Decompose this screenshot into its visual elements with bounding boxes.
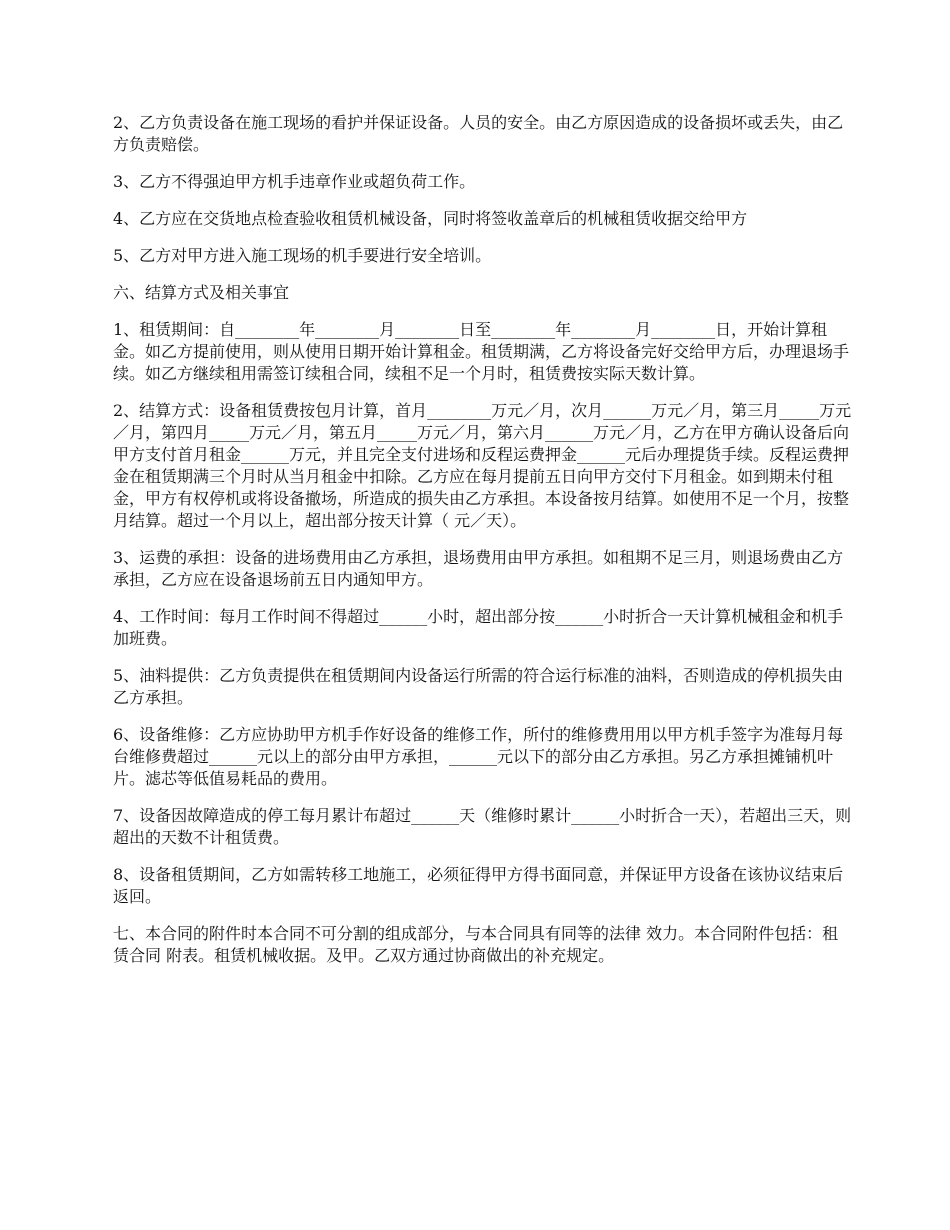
clause-6-5-fuel-supply: 5、油料提供：乙方负责提供在租赁期间内设备运行所需的符合运行标准的油料，否则造成的停机损失由乙方承担。 bbox=[113, 666, 844, 707]
document-page bbox=[113, 112, 853, 982]
clause-5-safety-training: 5、乙方对甲方进入施工现场的机手要进行安全培训。 bbox=[113, 246, 492, 265]
section-7-attachments: 七、本合同的附件时本合同不可分割的组成部分，与本合同具有同等的法律 效力。本合同附件包括：租赁合同 附表。租赁机械收据。及甲。乙双方通过协商做出的补充规定。 bbox=[113, 924, 839, 965]
clause-6-7-downtime: 7、设备因故障造成的停工每月累计布超过______天（维修时累计______小时折合一天），若超出三天，则超出的天数不计租赁费。 bbox=[113, 806, 852, 847]
clause-2-equipment-custody: 2、乙方负责设备在施工现场的看护并保证设备。人员的安全。由乙方原因造成的设备损坏或丢失，由乙方负责赔偿。 bbox=[113, 113, 844, 154]
clause-6-6-maintenance: 6、设备维修：乙方应协助甲方机手作好设备的维修工作，所付的维修费用用以甲方机手签字为准每月每台维修费超过______元以上的部分由甲方承担，______元以下的部分由乙方承担。另乙方承担摊铺机叶片。滤芯等低值易耗品的费用。 bbox=[113, 725, 844, 788]
clause-6-2-settlement-method: 2、结算方式：设备租赁费按包月计算，首月________万元／月，次月______万元／月，第三月_____万元／月，第四月_____万元／月，第五月_____万元／月，第六月______万元／月，乙方在甲方确认设备后向甲方支付首月租金______万元，并且完全支付进场和反程运费押金______元后办理提货手续。反程运费押金在租赁期满三个月时从当月租金中扣除。乙方应在每月提前五日向甲方交付下月租金。如到期未付租金，甲方有权停机或将设备撤场，所造成的损失由乙方承担。本设备按月结算。如使用不足一个月，按整月结算。超过一个月以上，超出部分按天计算（ 元／天）。 bbox=[113, 401, 852, 530]
clause-3-no-forced-operation: 3、乙方不得强迫甲方机手违章作业或超负荷工作。 bbox=[113, 172, 476, 191]
section-6-heading: 六、结算方式及相关事宜 bbox=[113, 283, 290, 302]
clause-6-3-freight: 3、运费的承担：设备的进场费用由乙方承担，退场费用由甲方承担。如租期不足三月，则退场费由乙方承担，乙方应在设备退场前五日内通知甲方。 bbox=[113, 548, 844, 589]
clause-4-delivery-inspection: 4、乙方应在交货地点检查验收租赁机械设备，同时将签收盖章后的机械租赁收据交给甲方 bbox=[113, 209, 748, 228]
clause-6-8-site-transfer: 8、设备租赁期间，乙方如需转移工地施工，必须征得甲方得书面同意，并保证甲方设备在该协议结束后返回。 bbox=[113, 865, 844, 906]
clause-6-1-lease-period: 1、租赁期间：自________年________月________日至________年________月________日，开始计算租金。如乙方提前使用，则从使用日期开始计算租金。租赁期满，乙方将设备完好交给甲方后，办理退场手续。如乙方继续租用需签订续租合同，续租不足一个月时，租赁费按实际天数计算。 bbox=[113, 320, 850, 383]
clause-6-4-working-hours: 4、工作时间：每月工作时间不得超过______小时，超出部分按______小时折合一天计算机械租金和机手加班费。 bbox=[113, 607, 844, 648]
